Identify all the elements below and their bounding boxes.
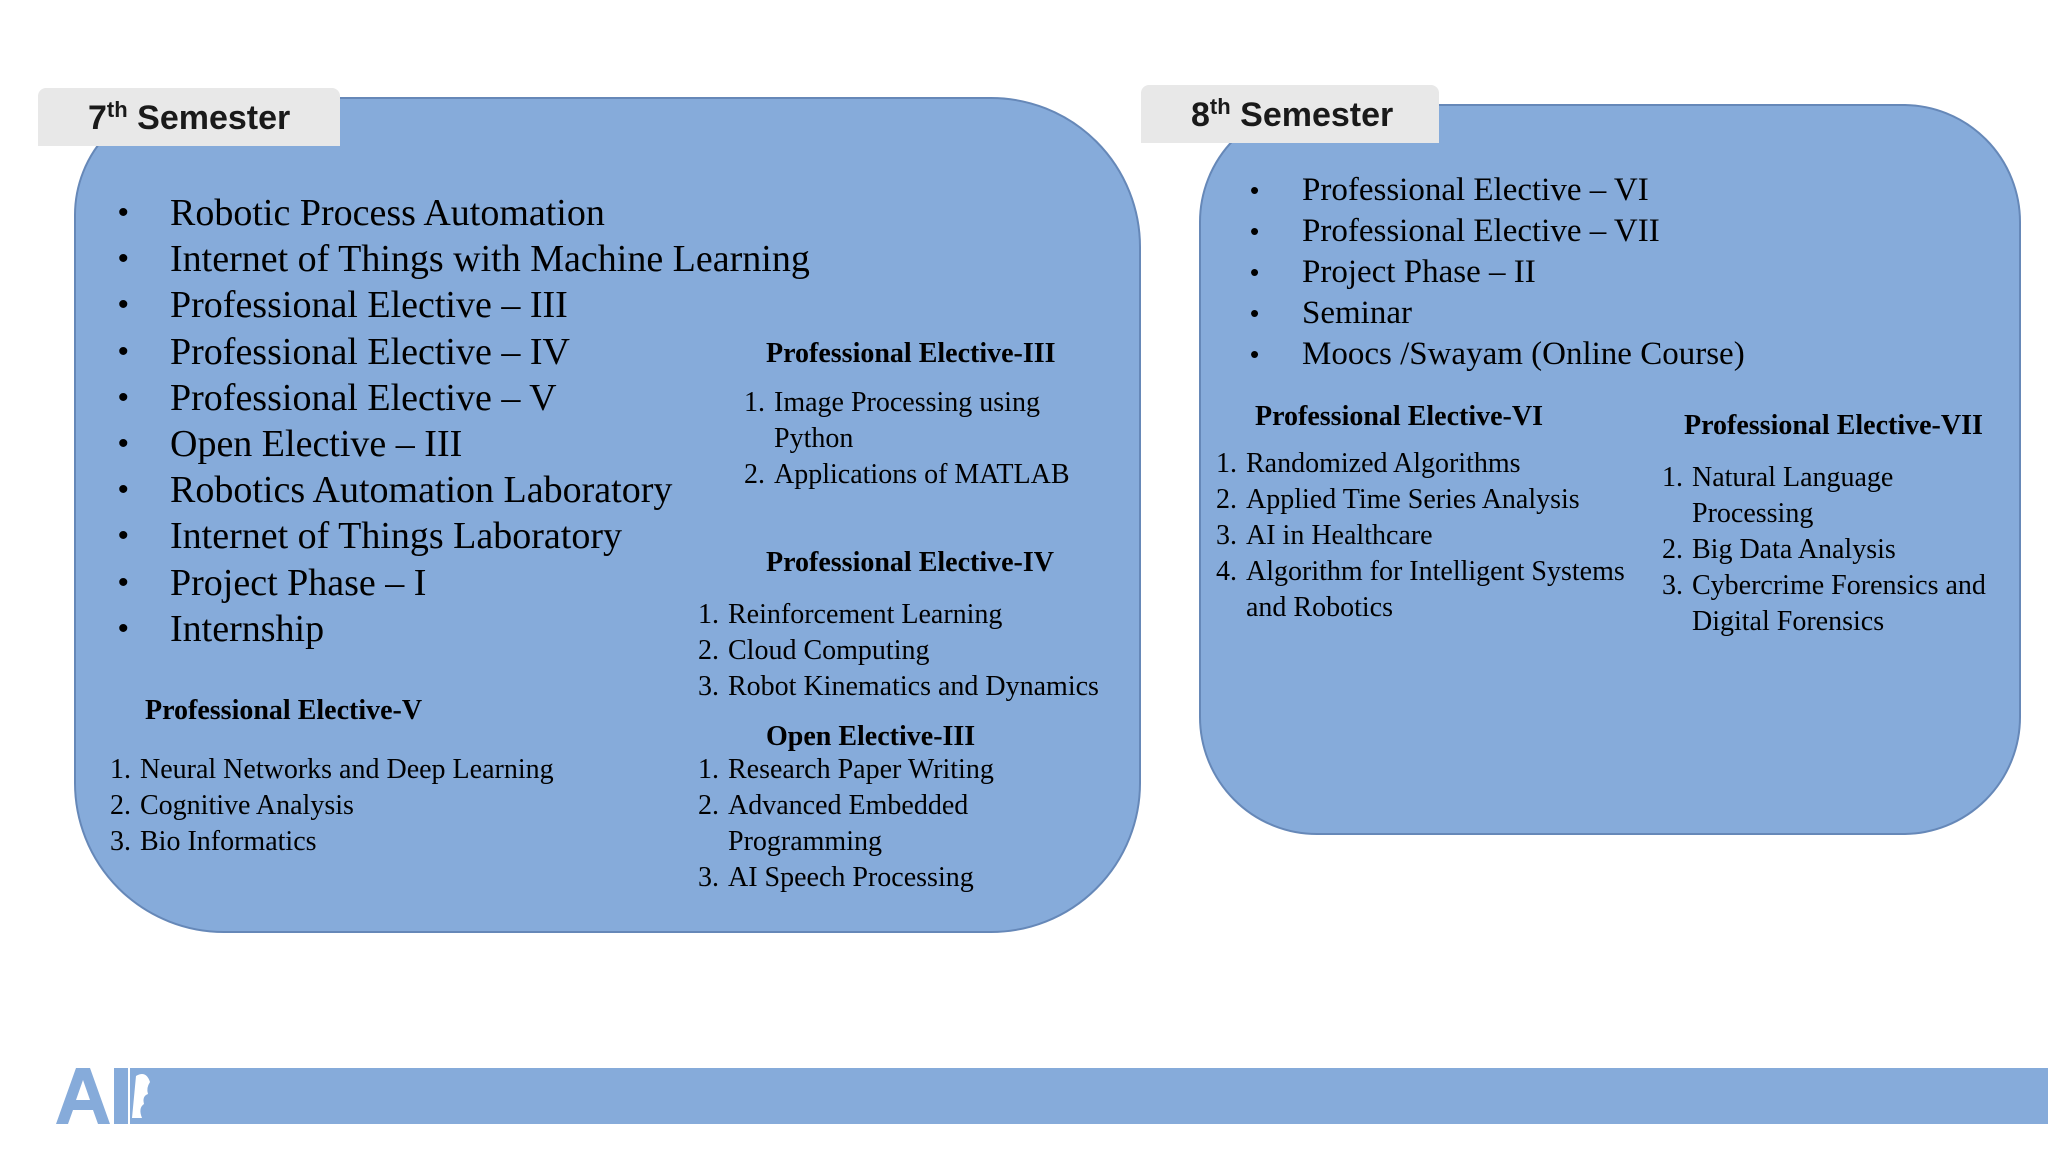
oe3-item-label: Research Paper Writing: [728, 754, 994, 785]
course-label: Seminar: [1302, 295, 1412, 331]
bullet-icon: •: [118, 611, 129, 645]
bullet-icon: •: [1250, 339, 1260, 369]
pe4-item: 3. Robot Kinematics and Dynamics: [698, 671, 1099, 702]
course-item: [1250, 170, 1745, 211]
pe5-heading: Professional Elective-V: [145, 695, 423, 726]
course-item: [118, 467, 810, 513]
semester-7-course-list: [118, 190, 810, 652]
pe7-item: 3. Cybercrime Forensics and Digital Forensics: [1662, 570, 1986, 637]
pe5-list: [110, 752, 670, 860]
course-item: [118, 190, 810, 236]
oe3-item: 2. Advanced Embedded Programming: [698, 790, 969, 857]
bullet-icon: •: [1250, 298, 1260, 328]
bullet-icon: •: [118, 565, 129, 599]
semester-8-course-list: [1250, 170, 1745, 375]
pe5-item-label: Cognitive Analysis: [140, 790, 354, 821]
course-item: [118, 421, 810, 467]
pe7-item: 2. Big Data Analysis: [1662, 534, 1896, 565]
semester-7-suffix: th: [106, 96, 128, 122]
semester-8-number: 8: [1191, 96, 1210, 134]
semester-7-tab: [38, 88, 340, 146]
bullet-icon: •: [118, 426, 129, 460]
bullet-icon: •: [1250, 216, 1260, 246]
pe3-item-label: Image Processing using Python: [774, 387, 1040, 454]
pe7-item-label: Natural Language Processing: [1692, 462, 1894, 529]
course-item: [1250, 252, 1745, 293]
pe6-item-label: Applied Time Series Analysis: [1246, 484, 1580, 515]
pe5-item: 2. Cognitive Analysis: [110, 790, 354, 821]
course-label: Professional Elective – VII: [1302, 213, 1660, 249]
pe3-heading: Professional Elective-III: [766, 338, 1056, 369]
bullet-icon: •: [1250, 257, 1260, 287]
course-label: Professional Elective – III: [170, 284, 568, 327]
pe6-item: 4. Algorithm for Intelligent Systems and Robotics: [1216, 556, 1625, 623]
course-item: [118, 282, 810, 328]
course-label: Robotic Process Automation: [170, 192, 605, 234]
course-item: [1250, 293, 1745, 334]
course-label: Professional Elective – VI: [1302, 172, 1649, 208]
pe6-item-label: Randomized Algorithms: [1246, 448, 1521, 479]
course-label: Professional Elective – V: [170, 376, 557, 419]
bullet-icon: •: [118, 519, 129, 553]
semester-8-label: Semester: [1240, 96, 1394, 134]
pe3-item: 2. Applications of MATLAB: [744, 459, 1070, 490]
course-label: Professional Elective – IV: [170, 330, 570, 373]
course-item: [118, 236, 810, 282]
ai-logo-icon: [52, 1066, 152, 1126]
pe3-item: 1. Image Processing using Python: [744, 387, 1040, 454]
course-item: [1250, 211, 1745, 252]
oe3-item: 1. Research Paper Writing: [698, 754, 994, 785]
oe3-item-label: Advanced Embedded Programming: [728, 790, 969, 857]
bullet-icon: •: [118, 473, 129, 507]
footer-bar: [130, 1068, 2048, 1124]
oe3-heading: Open Elective-III: [766, 721, 976, 752]
pe4-item: 1. Reinforcement Learning: [698, 599, 1003, 630]
pe6-item-label: AI in Healthcare: [1246, 520, 1433, 551]
pe5-item: 1. Neural Networks and Deep Learning: [110, 754, 554, 785]
oe3-item: 3. AI Speech Processing: [698, 862, 974, 893]
pe7-list: [1662, 460, 2012, 640]
course-label: Moocs /Swayam (Online Course): [1302, 336, 1745, 372]
course-label: Project Phase – II: [1302, 254, 1536, 290]
course-label: Internship: [170, 607, 325, 650]
pe4-heading: Professional Elective-IV: [766, 547, 1054, 578]
bullet-icon: •: [1250, 175, 1260, 205]
semester-8-tab: [1141, 85, 1439, 143]
pe6-heading: Professional Elective-VI: [1255, 401, 1543, 432]
pe4-item-label: Cloud Computing: [728, 635, 930, 666]
pe6-item: 3. AI in Healthcare: [1216, 520, 1433, 551]
semester-7-label: Semester: [137, 99, 291, 137]
pe5-item-label: Neural Networks and Deep Learning: [140, 754, 554, 785]
semester-8-suffix: th: [1209, 93, 1231, 119]
bullet-icon: •: [118, 334, 129, 368]
pe6-item-label: Algorithm for Intelligent Systems and Robotics: [1246, 556, 1625, 623]
pe4-item-label: Reinforcement Learning: [728, 599, 1003, 630]
pe6-list: [1216, 446, 1656, 626]
bullet-icon: •: [118, 196, 129, 229]
course-item: [118, 513, 810, 559]
pe4-item: 2. Cloud Computing: [698, 635, 930, 666]
course-item: [118, 375, 810, 421]
pe3-list: [744, 385, 1084, 493]
pe7-item-label: Cybercrime Forensics and Digital Forensics: [1692, 570, 1986, 637]
pe6-item: 2. Applied Time Series Analysis: [1216, 484, 1580, 515]
pe5-item: 3. Bio Informatics: [110, 826, 317, 857]
pe7-item-label: Big Data Analysis: [1692, 534, 1896, 565]
course-label: Internet of Things Laboratory: [170, 515, 622, 558]
course-label: Robotics Automation Laboratory: [170, 469, 673, 512]
course-item: [118, 329, 810, 375]
bullet-icon: •: [118, 242, 129, 276]
pe3-item-label: Applications of MATLAB: [774, 459, 1070, 490]
oe3-item-label: AI Speech Processing: [728, 862, 974, 893]
pe7-item: 1. Natural Language Processing: [1662, 462, 1894, 529]
course-label: Open Elective – III: [170, 422, 463, 465]
bullet-icon: •: [118, 288, 129, 322]
oe3-list: [698, 752, 1028, 896]
course-label: Internet of Things with Machine Learning: [170, 238, 810, 281]
pe6-item: 1. Randomized Algorithms: [1216, 448, 1521, 479]
pe4-item-label: Robot Kinematics and Dynamics: [728, 671, 1099, 702]
course-label: Project Phase – I: [170, 561, 427, 604]
pe7-heading: Professional Elective-VII: [1684, 410, 1983, 441]
pe4-list: [698, 597, 1138, 705]
pe5-item-label: Bio Informatics: [140, 826, 317, 857]
bullet-icon: •: [118, 380, 129, 414]
semester-7-number: 7: [88, 99, 107, 137]
course-item: [1250, 334, 1745, 375]
